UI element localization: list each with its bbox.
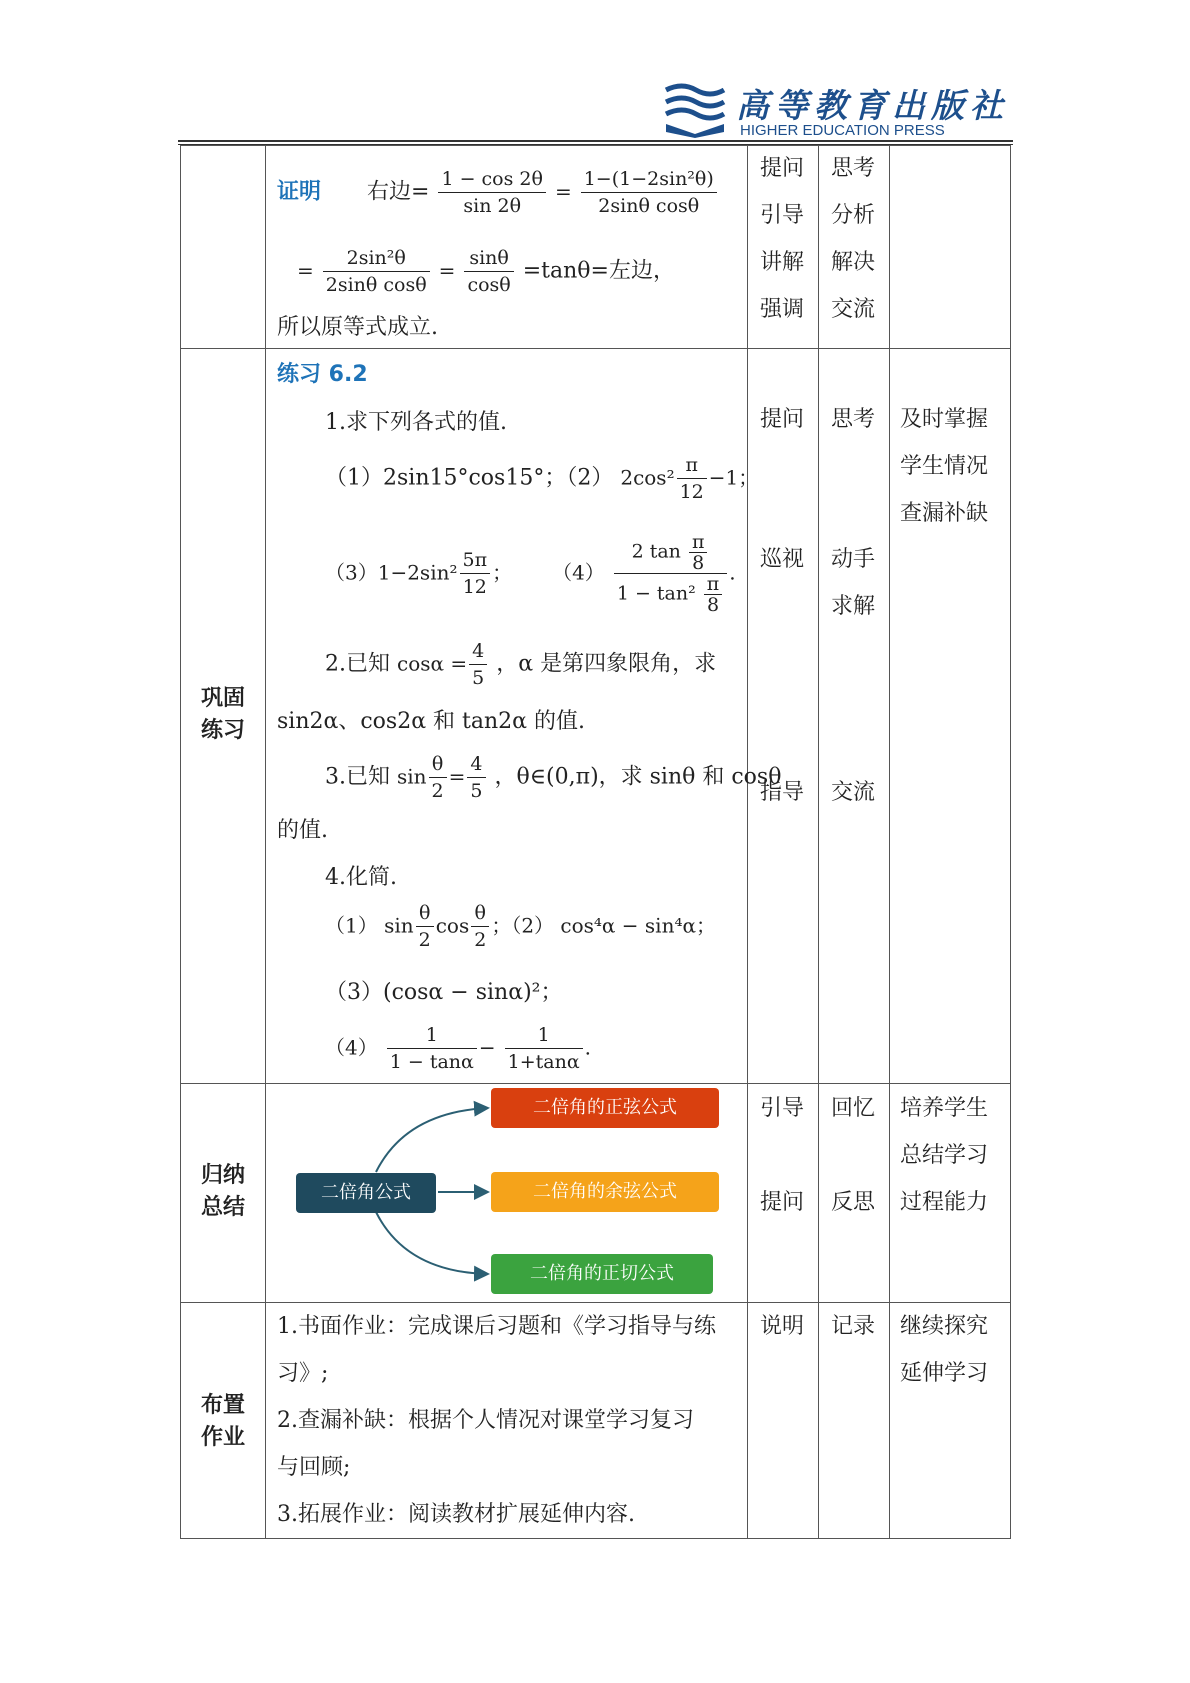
- fraction: $\frac{5\pi}{12}$: [460, 547, 491, 600]
- fraction: $\frac{1 - \cos 2\theta}{\sin 2\theta}$: [438, 166, 546, 219]
- node-sine-formula: 二倍角的正弦公式: [491, 1088, 719, 1128]
- homework-content: [277, 1303, 743, 1538]
- node-cosine-formula: 二倍角的余弦公式: [491, 1172, 719, 1212]
- node-tangent-formula: 二倍角的正切公式: [491, 1254, 713, 1294]
- book-waves-icon: [662, 82, 728, 138]
- proof-tail: =tanθ=左边，: [522, 258, 675, 284]
- homework-line: 3.拓展作业：阅读教材扩展延伸内容.: [277, 1502, 635, 1527]
- question-2-prefix: 2.已知: [325, 651, 390, 677]
- fraction: $\frac{\theta}{2}$: [429, 751, 447, 804]
- proof-student-activities: 思考 分析 解决 交流: [830, 156, 875, 322]
- proof-conclusion: 所以原等式成立.: [277, 315, 438, 340]
- proof-rhs-prefix: 右边=: [367, 179, 430, 205]
- homework-teacher-activities: 说明: [759, 1314, 804, 1339]
- homework-student-activities: 记录: [830, 1314, 875, 1339]
- fraction: $\frac{4}{5}$: [467, 751, 485, 804]
- homework-line: 习》;: [277, 1361, 329, 1386]
- proof-teacher-activities: 提问 引导 讲解 强调: [759, 156, 804, 322]
- fraction: $\frac{\pi}{12}$: [677, 452, 707, 505]
- practice-intent: 及时掌握 学生情况 查漏补缺: [900, 407, 989, 526]
- fraction: $\frac{1}{1+\tan\alpha}$: [505, 1022, 583, 1075]
- fraction: $\frac{\theta}{2}$: [471, 900, 489, 953]
- fraction: $\frac{\text{2sin²θ}}{\text{2sinθ cosθ}}$: [323, 245, 430, 298]
- section-practice: 巩固 练习: [200, 686, 245, 743]
- homework-line: 与回顾;: [277, 1455, 351, 1480]
- fraction: $\frac{\text{1−(1−2sin²θ)}}{\text{2sinθ cosθ}}$: [581, 166, 717, 219]
- question-4: 4.化简.: [325, 865, 397, 890]
- practice-student-activities: 思考 动手 求解 交流: [830, 407, 875, 805]
- proof-label: 证明: [277, 179, 322, 205]
- summary-intent: 培养学生 总结学习 过程能力: [900, 1096, 989, 1215]
- fraction: $\frac{4}{5}$: [469, 638, 487, 691]
- question-3-prefix: 3.已知: [325, 764, 390, 790]
- fraction: 2 tan $\frac{\pi}{8}$ 1 − tan² $\frac{\pi}{8}$: [614, 532, 727, 615]
- homework-line: 2.查漏补缺：根据个人情况对课堂学习复习: [277, 1408, 694, 1433]
- practice-title: 练习 6.2: [277, 362, 368, 387]
- question-3-line2: 的值.: [277, 818, 328, 843]
- homework-intent: 继续探究 延伸学习: [900, 1314, 989, 1386]
- summary-student-activities: 回忆 反思: [830, 1096, 875, 1215]
- section-summary: 归纳 总结: [200, 1163, 245, 1220]
- publisher-logo: [662, 80, 1022, 140]
- question-2-line2: sin2α、cos2α 和 tan2α 的值.: [277, 709, 586, 734]
- header-rule: [178, 140, 1013, 142]
- question-3-tail: ，θ∈(0,π)，求 sinθ 和 cosθ: [494, 764, 782, 790]
- fraction: $\frac{\theta}{2}$: [416, 900, 434, 953]
- question-1-items: （1）2sin15°cos15°；（2）: [325, 465, 614, 491]
- publisher-name-en: HIGHER EDUCATION PRESS: [740, 122, 945, 139]
- homework-line: 1.书面作业：完成课后习题和《学习指导与练: [277, 1314, 716, 1339]
- fraction: $\frac{1}{1 - \tan\alpha}$: [387, 1022, 477, 1075]
- section-homework: 布置 作业: [200, 1393, 245, 1450]
- practice-teacher-activities: 提问 巡视 指导: [759, 407, 804, 805]
- summary-teacher-activities: 引导 提问: [759, 1096, 804, 1215]
- publisher-name-cn: 高等教育出版社: [736, 86, 1009, 125]
- fraction: $\frac{\sin\theta}{\cos\theta}$: [464, 245, 513, 298]
- node-double-angle-formula: 二倍角公式: [296, 1173, 436, 1213]
- question-1: 1.求下列各式的值.: [325, 410, 507, 435]
- question-2-tail: ，α 是第四象限角，求: [496, 651, 717, 677]
